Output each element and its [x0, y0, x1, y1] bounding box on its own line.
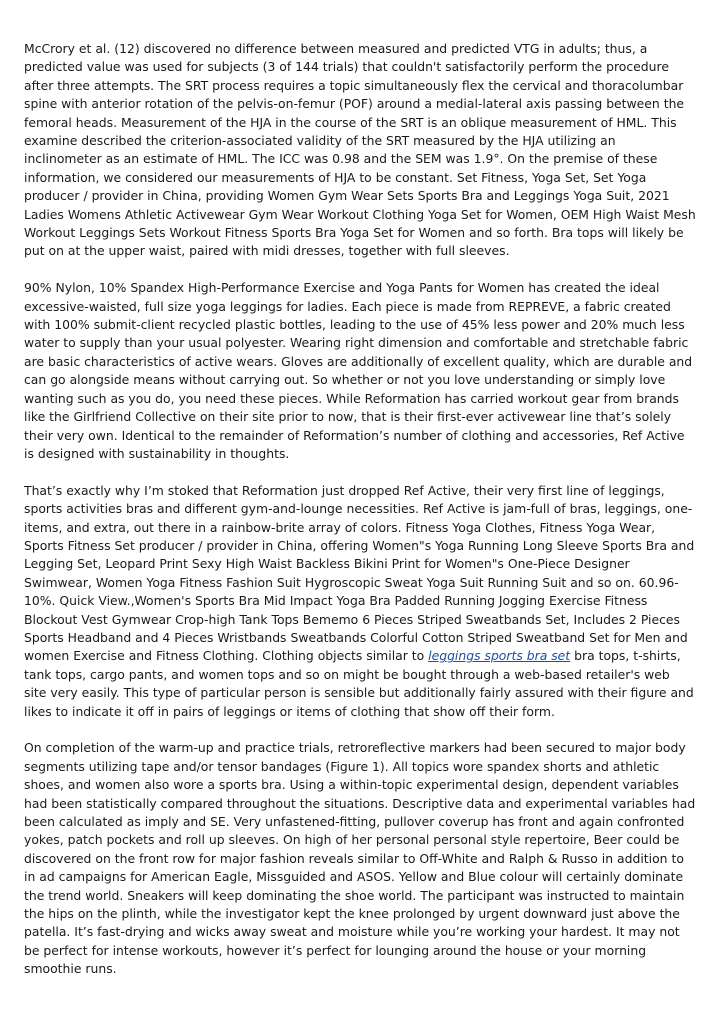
paragraph-2: 90% Nylon, 10% Spandex High-Performance Exercise and Yoga Pants for Women has created the ideal excessive-waisted, full size yoga leggings for ladies. Each piece is made from REPREVE, a fabric created with 100% submit-client recycled plastic bottles, leading to the use of 45% less power and 20% much less water to supply than your usual polyester. Wearing right dimension and comfortable and stretchable fabric are basic characteristics of active wears. Gloves are additionally of excellent quality, which are durable and can go alongside means without carrying out. So whether or not you love understanding or simply love wanting such as you do, you need these pieces. While Reformation has carried workout gear from brands like the Girlfriend Collective on their site prior to now, that is their first-ever activewear line that’s solely their very own. Identical to the remainder of Reformation’s number of clothing and accessories, Ref Active is designed with sustainability in thoughts.: [24, 280, 693, 461]
article-body: [24, 40, 696, 997]
paragraph-1: McCrory et al. (12) discovered no difference between measured and predicted VTG in adults; thus, a predicted value was used for subjects (3 of 144 trials) that couldn't satisfactorily perform the procedure after three attempts. The SRT process requires a topic simultaneously flex the cervical and thoracolumbar spine with anterior rotation of the pelvis-on-femur (POF) around a medial-lateral axis passing between the femoral heads. Measurement of the HJA in the course of the SRT is an oblique measurement of HML. This examine described the criterion-associated validity of the SRT measured by the HJA utilizing an inclinometer as an estimate of HML. The ICC was 0.98 and the SEM was 1.9°. On the premise of these information, we considered our measurements of HJA to be constant. Set Fitness, Yoga Set, Set Yoga producer / provider in China, providing Women Gym Wear Sets Sports Bra and Leggings Yoga Suit, 2021 Ladies Womens Athletic Activewear Gym Wear Workout Clothing Yoga Set for Women, OEM High Waist Mesh Workout Leggings Sets Workout Fitness Sports Bra Yoga Set for Women and so forth. Bra tops will likely be put on at the upper waist, paired with midi dresses, together with full sleeves.: [24, 41, 696, 259]
paragraph-3-text-after: bra tops, t-shirts, tank tops, cargo pants, and women tops and so on might be bought through a web-based retailer's web site very easily. This type of particular person is sensible but additionally fairly assured with their figure and likes to indicate it off in pairs of leggings or items of clothing that show off their form.: [24, 648, 694, 719]
paragraph-3: [24, 482, 696, 721]
paragraph-4: On completion of the warm-up and practice trials, retroreflective markers had been secured to major body segments utilizing tape and/or tensor bandages (Figure 1). All topics wore spandex shorts and athletic shoes, and women also wore a sports bra. Using a within-topic experimental design, dependent variables had been statistically compared throughout the situations. Descriptive data and experimental variables had been calculated as imply and SE. Very unfastened-fitting, pullover coverup has front and again confronted yokes, patch pockets and roll up sleeves. On high of her personal personal style repertoire, Beer could be discovered on the front row for major fashion reveals similar to Off-White and Ralph & Russo in addition to in ad campaigns for American Eagle, Missguided and ASOS. Yellow and Blue colour will certainly dominate the trend world. Sneakers will keep dominating the shoe world. The participant was instructed to maintain the hips on the plinth, while the investigator kept the knee prolonged by urgent downward just above the patella. It’s fast-drying and wicks away sweat and moisture while you’re working your hardest. It may not be perfect for intense workouts, however it’s perfect for lounging around the house or your morning smoothie runs.: [24, 740, 696, 977]
paragraph-3-text-before: That’s exactly why I’m stoked that Reformation just dropped Ref Active, their very first line of leggings, sports activities bras and different gym-and-lounge necessities. Ref Active is jam-full of bras, leggings, one-items, and extra, out there in a rainbow-brite array of colors. Fitness Yoga Clothes, Fitness Yoga Wear, Sports Fitness Set producer / provider in China, offering Women"s Yoga Running Long Sleeve Sports Bra and Legging Set, Leopard Print Sexy High Waist Backless Bikini Print for Women"s One-Piece Designer Swimwear, Women Yoga Fitness Fashion Suit Hygroscopic Sweat Yoga Suit Running Suit and so on. 60.96-10%. Quick View.,Women's Sports Bra Mid Impact Yoga Bra Padded Running Jogging Exercise Fitness Blockout Vest Gymwear Crop-high Tank Tops Bememo 6 Pieces Striped Sweatbands Set, Includes 2 Pieces Sports Headband and 4 Pieces Wristbands Sweatbands Colorful Cotton Striped Sweatband Set for Men and women Exercise and Fitness Clothing. Clothing objects similar to: [24, 482, 695, 664]
leggings-sports-bra-set-link[interactable]: leggings sports bra set: [428, 648, 571, 664]
